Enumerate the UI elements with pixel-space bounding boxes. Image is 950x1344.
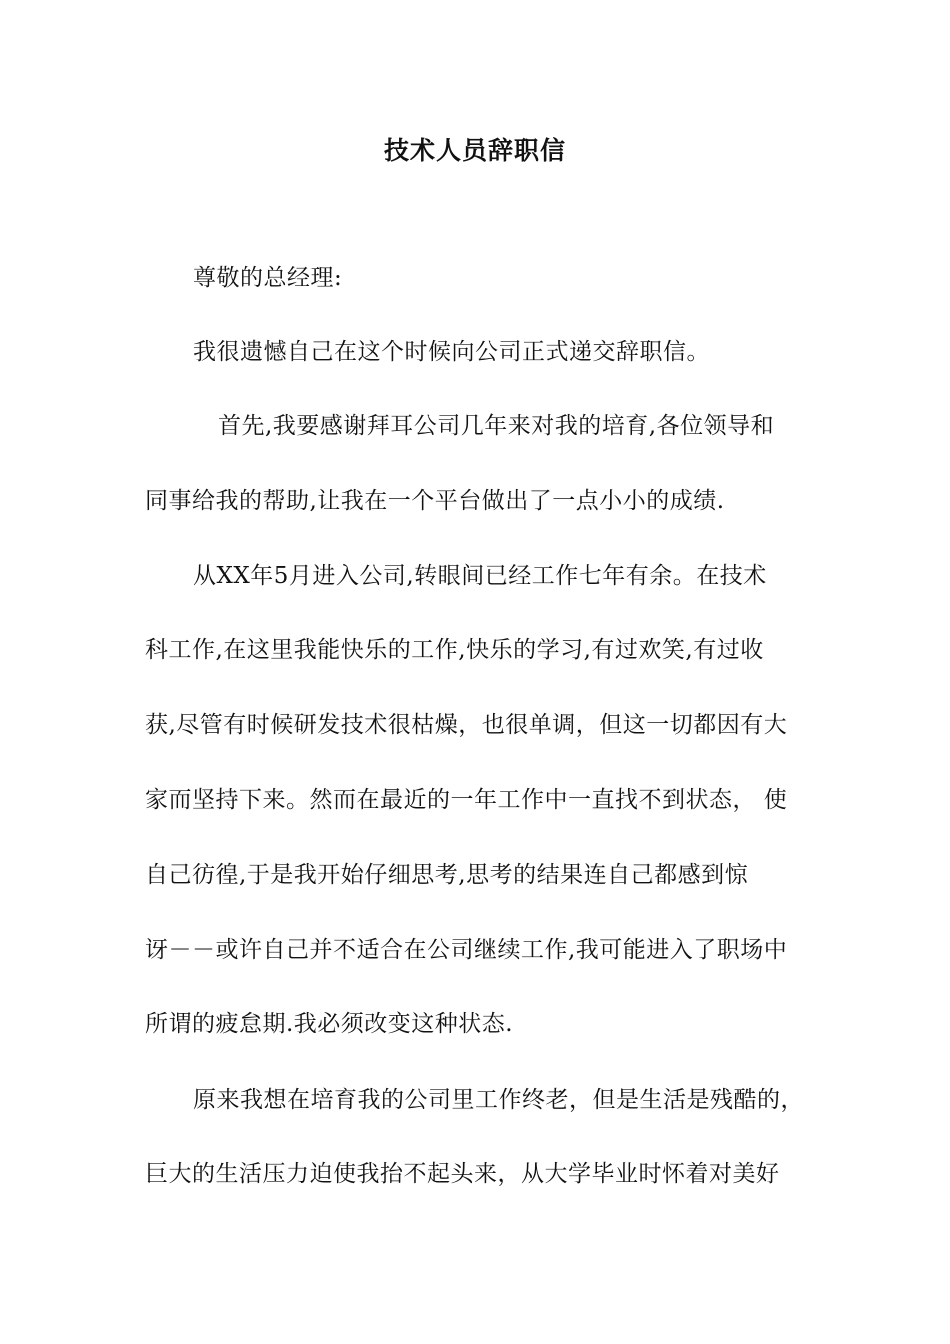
paragraph-line: 获,尽管有时候研发技术很枯燥，也很单调，但这一切都因有大 [145, 712, 788, 738]
paragraph-line: 首先,我要感谢拜耳公司几年来对我的培育,各位领导和 [218, 413, 775, 439]
paragraph-line: 同事给我的帮助,让我在一个平台做出了一点小小的成绩. [145, 488, 725, 514]
salutation: 尊敬的总经理: [193, 265, 343, 291]
paragraph-line: 我很遗憾自己在这个时候向公司正式递交辞职信。 [193, 339, 710, 365]
paragraph-line: 讶－－或许自己并不适合在公司继续工作,我可能进入了职场中 [145, 937, 788, 963]
paragraph-line: 所谓的疲怠期.我必须改变这种状态. [145, 1011, 514, 1037]
document-title: 技术人员辞职信 [383, 136, 566, 165]
paragraph-line: 科工作,在这里我能快乐的工作,快乐的学习,有过欢笑,有过收 [145, 637, 764, 663]
paragraph-line: 巨大的生活压力迫使我抬不起头来，从大学毕业时怀着对美好 [145, 1161, 780, 1187]
paragraph-line: 原来我想在培育我的公司里工作终老，但是生活是残酷的， [193, 1087, 804, 1113]
paragraph-line: 家而坚持下来。然而在最近的一年工作中一直找不到状态， 使 [145, 787, 788, 813]
paragraph-line: 自己彷徨,于是我开始仔细思考,思考的结果连自己都感到惊 [145, 862, 749, 888]
paragraph-line: 从XX年5月进入公司,转眼间已经工作七年有余。在技术 [193, 563, 767, 589]
